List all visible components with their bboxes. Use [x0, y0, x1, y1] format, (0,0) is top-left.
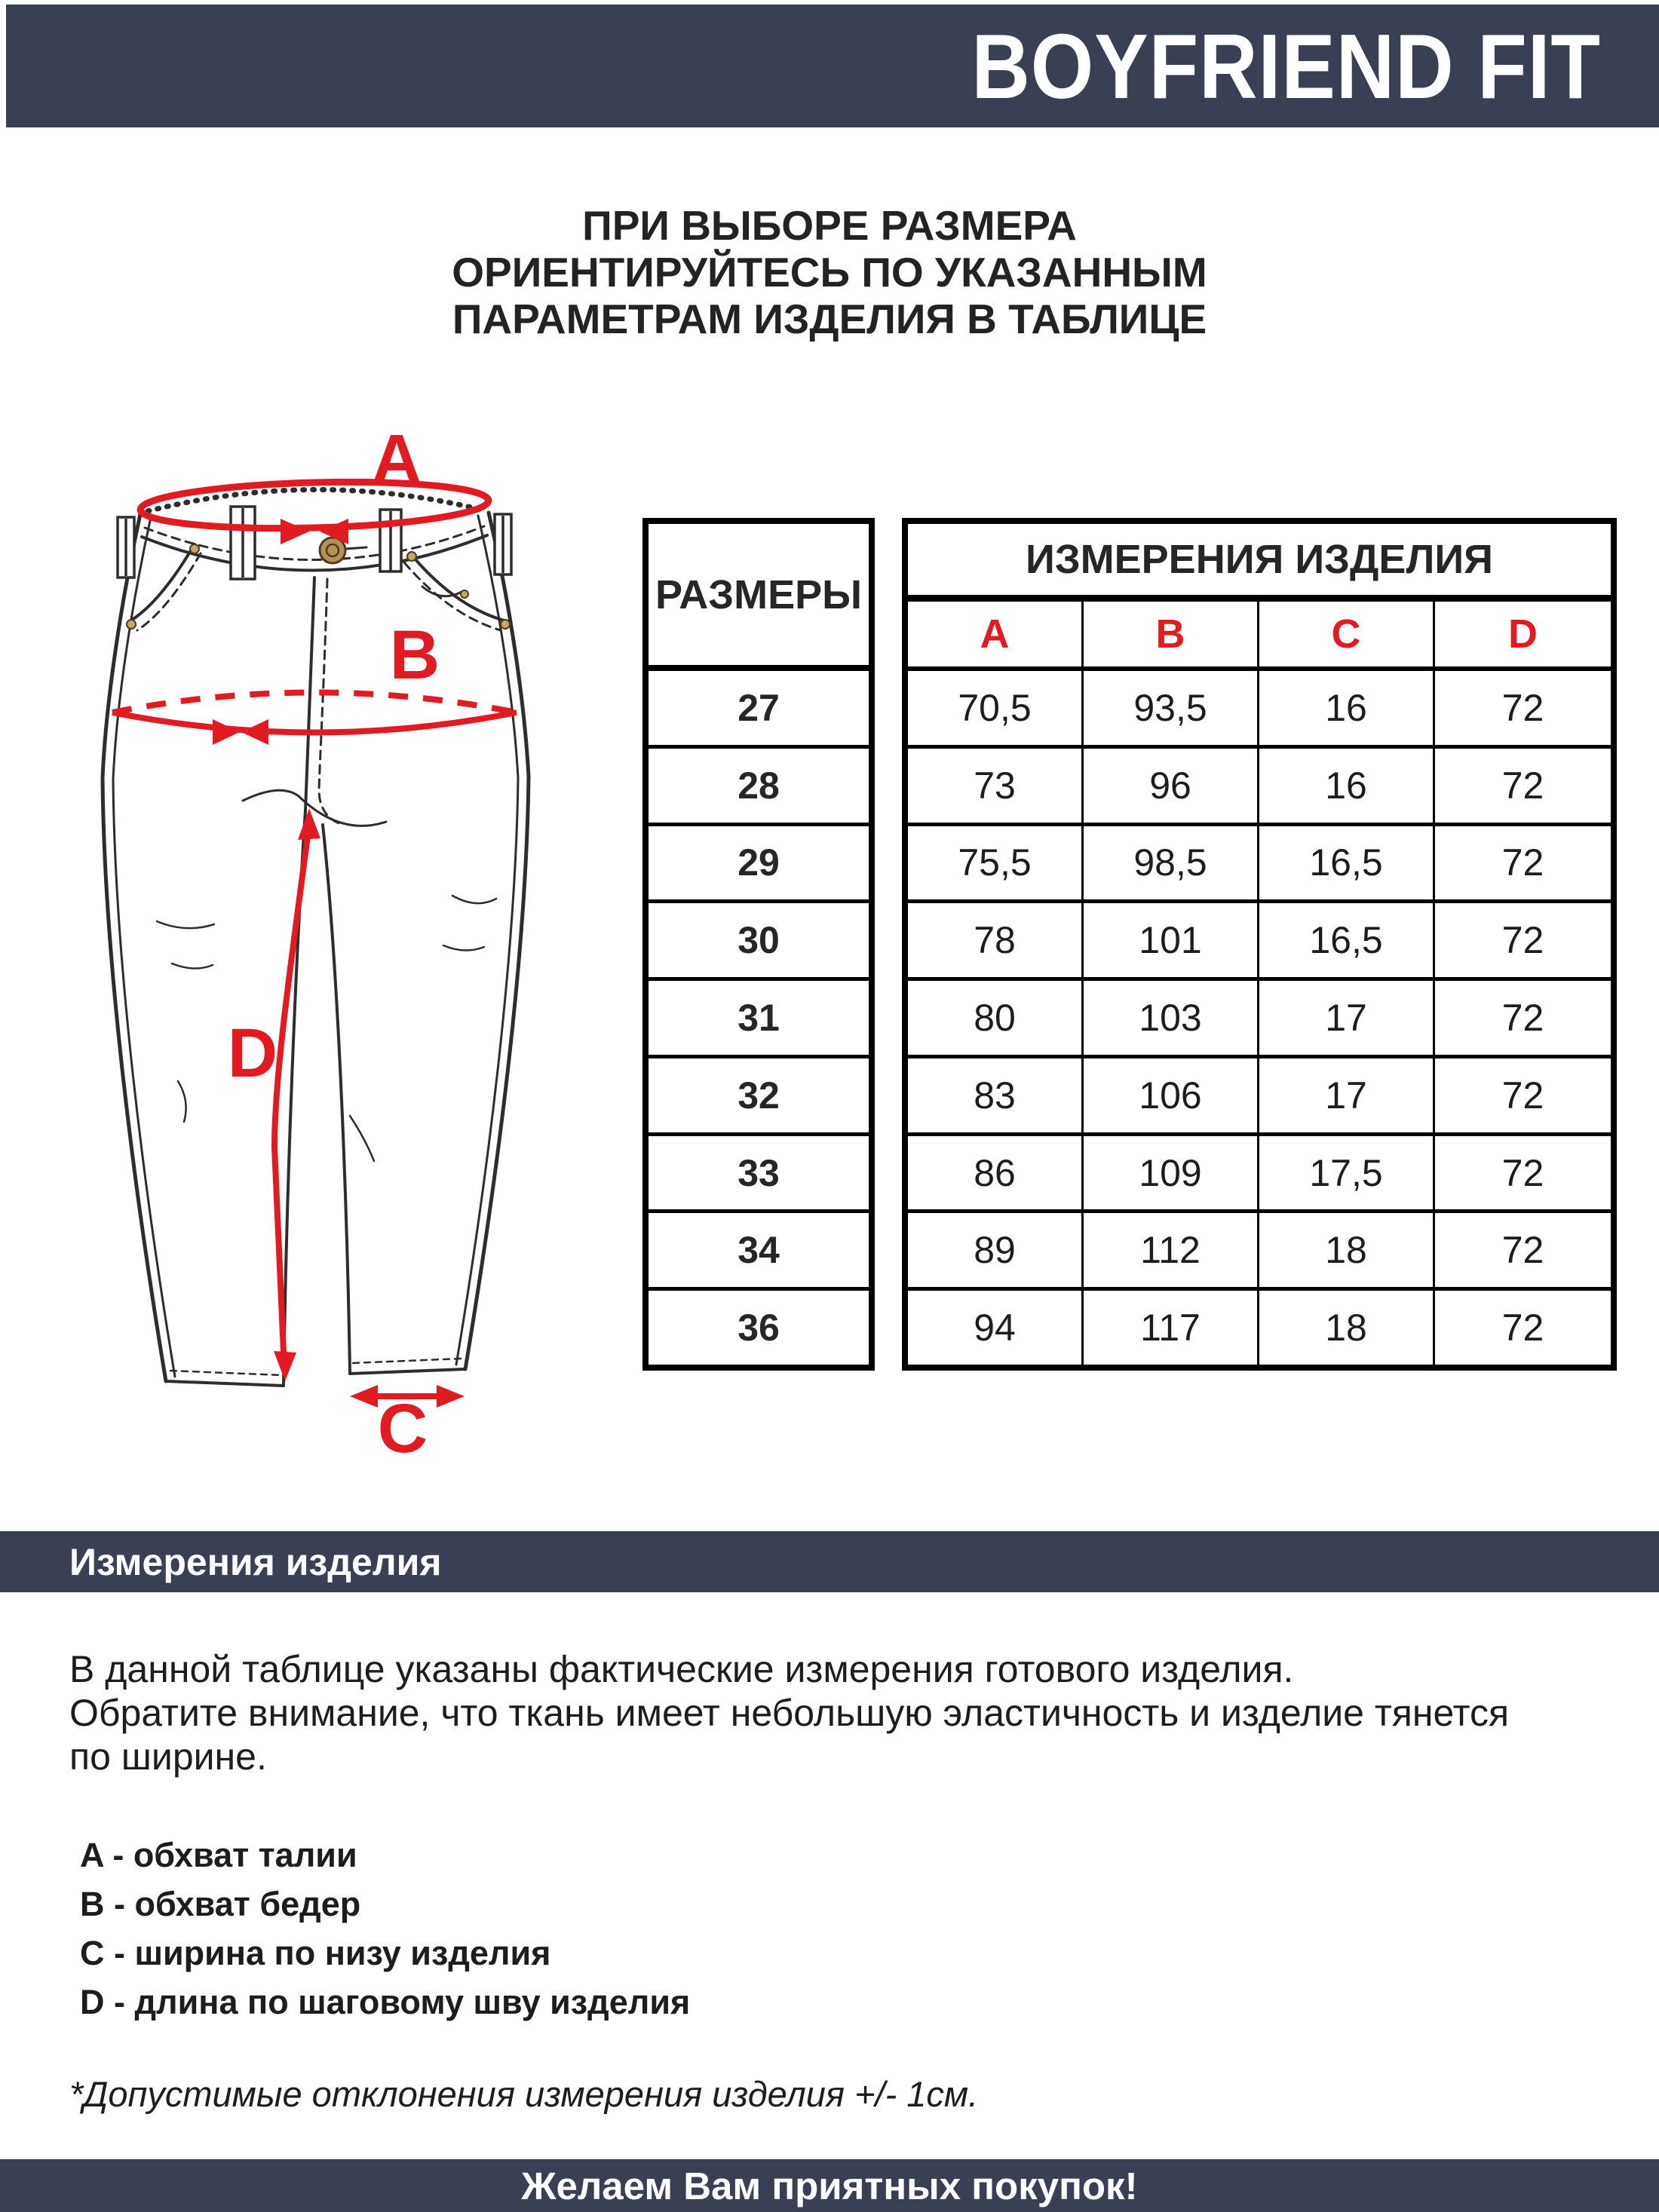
jeans-diagram: [45, 430, 603, 1523]
arrow-down-icon: [274, 1351, 296, 1381]
measure-cell-c: 16,5: [1259, 903, 1435, 977]
waist-measure-line: [140, 478, 489, 532]
sizes-header: РАЗМЕРЫ: [649, 524, 869, 671]
size-row: 33: [649, 1132, 869, 1210]
measure-cell-d: 72: [1501, 1151, 1544, 1194]
legend-item-c: C - ширина по низу изделия: [80, 1934, 551, 1972]
measure-cell-c: 17: [1259, 1059, 1435, 1132]
size-row: 34: [649, 1209, 869, 1287]
page-title: BOYFRIEND FIT: [971, 14, 1601, 118]
intro-line: ОРИЕНТИРУЙТЕСЬ ПО УКАЗАННЫМ: [452, 249, 1207, 296]
legend-item-d: D - длина по шаговому шву изделия: [80, 1983, 691, 2021]
arrow-right-icon: [437, 1385, 465, 1408]
measure-cell-b: 96: [1084, 749, 1259, 823]
description-line: В данной таблице указаны фактические измерения готового изделия.: [69, 1648, 1294, 1690]
measure-cell-a: 75,5: [908, 826, 1084, 900]
measure-cell-b: 98,5: [1084, 826, 1259, 900]
measure-label-d: D: [227, 1015, 278, 1092]
measure-row: [908, 1209, 1611, 1287]
measure-row: [908, 1287, 1611, 1365]
legend-item-b: B - обхват бедер: [80, 1885, 361, 1923]
measure-row: [908, 1132, 1611, 1210]
size-row: 36: [649, 1287, 869, 1365]
description-text: [69, 1647, 1509, 1778]
measure-cell-c: 17: [1259, 981, 1435, 1055]
column-letter-c: C: [1259, 602, 1435, 666]
column-letter-b: B: [1084, 602, 1259, 666]
measure-cell-a: 80: [908, 981, 1084, 1055]
measure-cell-b: 93,5: [1084, 671, 1259, 745]
intro-heading: [0, 202, 1659, 342]
footer-message: Желаем Вам приятных покупок!: [521, 2164, 1138, 2207]
legend-item-a: A - обхват талии: [80, 1836, 357, 1874]
size-row: 27: [738, 686, 780, 729]
jeans-outline: [103, 489, 529, 1386]
arrow-left-icon: [241, 719, 268, 745]
measure-cell-c: 16: [1259, 749, 1435, 823]
size-row: 28: [649, 745, 869, 823]
size-row: 31: [649, 977, 869, 1055]
measure-cell-c: 16: [1259, 671, 1435, 745]
size-row: 29: [649, 823, 869, 900]
measure-cell-b: 106: [1084, 1059, 1259, 1132]
size-row: 30: [649, 899, 869, 977]
sizes-rows: [649, 671, 869, 1365]
measure-cell-a: 86: [908, 1136, 1084, 1210]
measure-cell-d: 72: [1501, 841, 1544, 884]
section-title: Измерения изделия: [69, 1540, 442, 1583]
section-bar: [0, 1531, 1659, 1592]
measure-row: [908, 977, 1611, 1055]
measure-cell-c: 18: [1259, 1291, 1435, 1365]
footer-bar: [0, 2159, 1659, 2212]
measure-cell-b: 117: [1084, 1291, 1259, 1365]
arrow-up-icon: [298, 808, 320, 840]
measure-cell-a: 94: [908, 1291, 1084, 1365]
measure-rows: [908, 671, 1611, 1365]
intro-line: ПРИ ВЫБОРЕ РАЗМЕРА: [582, 202, 1077, 249]
header-bar: [6, 5, 1659, 127]
column-letter-d: D: [1508, 611, 1538, 657]
tolerance-footnote: *Допустимые отклонения измерения изделия +/- 1см.: [69, 2074, 979, 2114]
measure-cell-d: 72: [1501, 1074, 1544, 1117]
measure-row: [908, 1055, 1611, 1132]
measure-row: [908, 671, 1611, 745]
measure-cell-a: 73: [908, 749, 1084, 823]
measure-row: [908, 745, 1611, 823]
arrow-left-icon: [350, 1385, 378, 1408]
arrow-right-icon: [281, 519, 309, 544]
measure-legend: [80, 1831, 690, 2027]
measure-label-a: A: [371, 430, 422, 498]
column-letter-a: A: [908, 602, 1084, 666]
arrow-right-icon: [213, 719, 240, 745]
size-row: 32: [649, 1055, 869, 1132]
description-line: по ширине.: [69, 1736, 267, 1778]
description-line: Обратите внимание, что ткань имеет небольшую эластичность и изделие тянется: [69, 1692, 1510, 1734]
measure-label-b: B: [389, 617, 440, 694]
measure-cell-d: 72: [1501, 1229, 1544, 1272]
measure-cell-d: 72: [1501, 997, 1544, 1040]
measure-cell-a: 70,5: [908, 671, 1084, 745]
hip-measure-line: [112, 712, 517, 733]
measure-cell-d: 72: [1501, 1307, 1544, 1350]
measure-label-c: C: [377, 1390, 428, 1467]
measure-row: [908, 823, 1611, 900]
measure-cell-b: 101: [1084, 903, 1259, 977]
measure-cell-d: 72: [1501, 764, 1544, 807]
measure-cell-c: 17,5: [1259, 1136, 1435, 1210]
measure-cell-b: 109: [1084, 1136, 1259, 1210]
measure-cell-a: 89: [908, 1213, 1084, 1287]
measure-row: [908, 899, 1611, 977]
measure-cell-a: 83: [908, 1059, 1084, 1132]
measure-cell-b: 103: [1084, 981, 1259, 1055]
measure-cell-a: 78: [908, 903, 1084, 977]
sizes-table: [642, 518, 875, 1371]
measure-cell-c: 18: [1259, 1213, 1435, 1287]
intro-line: ПАРАМЕТРАМ ИЗДЕЛИЯ В ТАБЛИЦЕ: [452, 296, 1207, 342]
measure-cell-b: 112: [1084, 1213, 1259, 1287]
measure-cell-d: 72: [1501, 686, 1544, 729]
measure-cell-d: 72: [1501, 919, 1544, 962]
measurements-header: ИЗМЕРЕНИЯ ИЗДЕЛИЯ: [908, 524, 1611, 602]
measure-subheader: [908, 602, 1611, 671]
measure-cell-c: 16,5: [1259, 826, 1435, 900]
hip-measure-dashed: [112, 693, 517, 713]
measurements-table: [902, 518, 1617, 1371]
